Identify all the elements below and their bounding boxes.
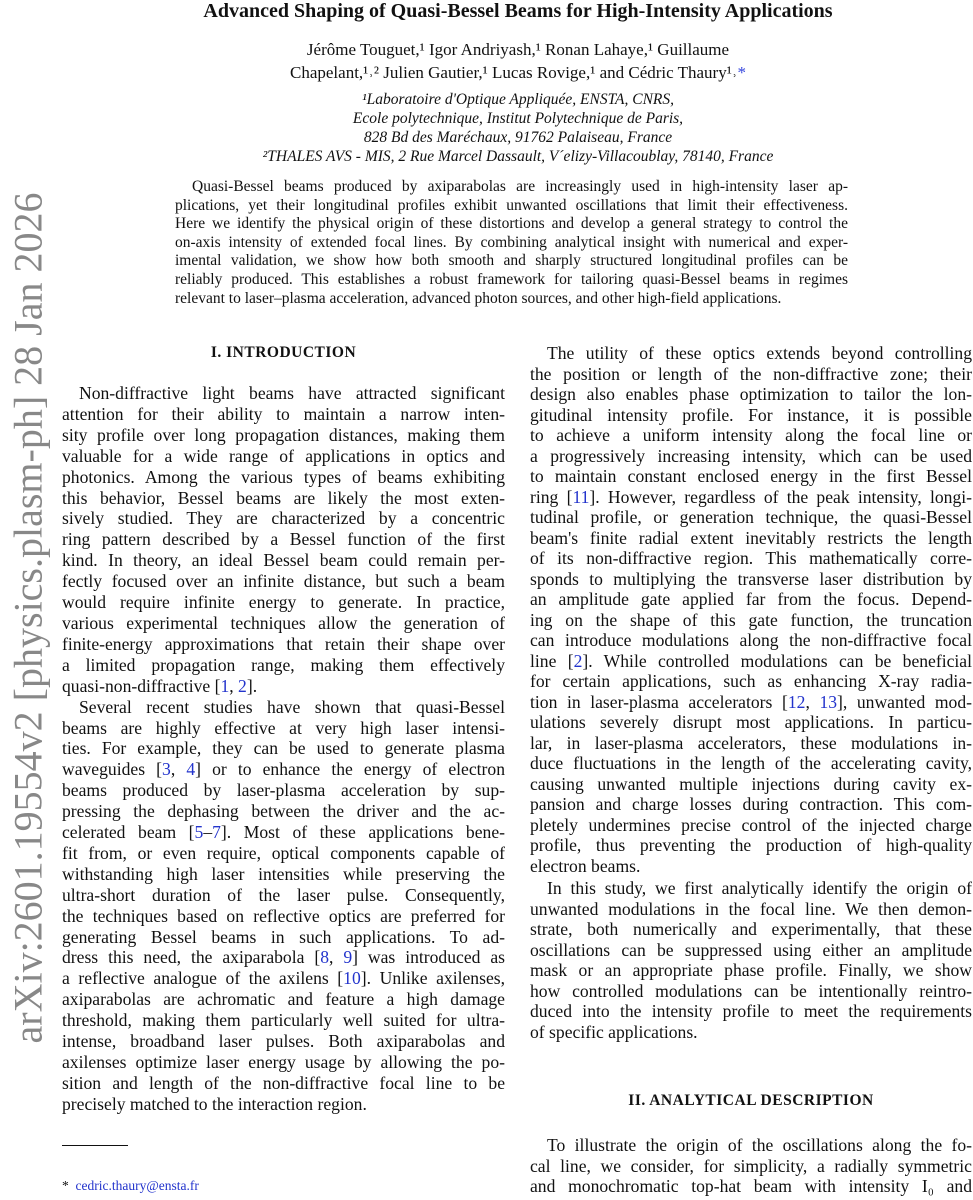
text-line: causing unwanted multiple injections during cavity ex-	[530, 773, 972, 794]
section-heading-introduction: I. INTRODUCTION	[210, 344, 357, 361]
analytical-description-body	[530, 1135, 972, 1197]
text-line: finite-energy approximations that retain their shape over	[62, 633, 505, 654]
text-line: Several recent studies have shown that quasi-Bessel	[79, 696, 505, 717]
text-line: a progressively increasing intensity, which can be used	[530, 445, 972, 466]
text-line: oscillations can be suppressed using either an amplitude	[530, 939, 972, 960]
author-list	[0, 38, 973, 84]
text-line: dress this need, the axiparabola [8, 9] was introduced as	[62, 947, 505, 968]
text-line: axilenses optimize laser energy usage by allowing the po-	[62, 1052, 505, 1072]
text-line: pletely undermines precise control of the injected charge	[530, 814, 972, 835]
paragraph	[62, 697, 505, 1115]
text-line: line [2]. While controlled modulations can be beneficial	[530, 650, 972, 671]
footnote	[62, 1178, 199, 1194]
text-line: a limited propagation range, making them effectively	[62, 654, 505, 675]
text-line: ties. For example, they can be used to generate plasma	[62, 738, 505, 759]
text-line: generating Bessel beams in such applications. To ad-	[62, 926, 505, 947]
text-line: the position or length of the non-diffractive zone; their	[530, 363, 972, 384]
text-line: tion in laser-plasma accelerators [12, 13], unwanted mod-	[530, 691, 972, 712]
author-line-2-text: Chapelant,¹˒² Julien Gautier,¹ Lucas Rovige,¹ and Cédric Thaury¹˒	[290, 63, 738, 82]
text-line: various experimental techniques allow the generation of	[62, 612, 505, 633]
text-line: an amplitude gate applied far from the focus. Depend-	[530, 589, 972, 609]
paragraph	[530, 1135, 972, 1197]
abstract	[175, 178, 848, 308]
text-line: The utility of these optics extends beyond controlling	[547, 343, 972, 363]
paragraph	[175, 178, 848, 308]
citation-link[interactable]: 8	[320, 947, 330, 968]
text-line: valuable for a wide range of applications in optics and	[62, 445, 505, 466]
text-line: duced into the intensity profile to meet the requirements	[530, 1001, 972, 1021]
text-line: attention for their ability to maintain a narrow inten-	[62, 403, 505, 424]
text-line: mask or an appropriate phase profile. Finally, we show	[530, 960, 972, 980]
text-line: Non-diffractive light beams have attracted significant	[79, 383, 505, 403]
arxiv-watermark: arXiv:2601.19554v2 [physics.plasm-ph] 28 Jan 2026	[5, 192, 51, 1044]
citation-link[interactable]: 7	[212, 822, 221, 843]
text-line: beams are highly effective at very high laser intensi-	[62, 717, 505, 738]
text-line: plications, yet their longitudinal profiles exhibit unwanted oscillations that limit their effectiveness.	[175, 196, 848, 214]
email-link[interactable]: cedric.thaury@ensta.fr	[75, 1178, 199, 1193]
text-line: electron beams.	[530, 855, 641, 876]
citation-link[interactable]: 10	[343, 968, 361, 989]
text-line: quasi-non-diffractive [1, 2].	[62, 675, 258, 696]
text-line: sively studied. They are characterized by a concentric	[62, 508, 505, 529]
text-line: withstanding high laser intensities while preserving the	[62, 863, 505, 884]
footnote-rule	[62, 1145, 128, 1146]
text-line: ing on the shape of this gate function, the truncation	[530, 609, 972, 630]
text-line: sition and length of the non-diffractive focal line to be	[62, 1072, 505, 1093]
text-line: sponds to multiplying the transverse laser distribution by	[530, 568, 972, 589]
left-column-body	[62, 383, 505, 1115]
text-line: gitudinal intensity profile. For instance, it is possible	[530, 404, 972, 425]
citation-link[interactable]: 2	[573, 650, 583, 671]
affiliation-line: ¹Laboratoire d'Optique Appliquée, ENSTA, CNRS,	[361, 91, 675, 108]
text-line: this behavior, Bessel beams are likely the most exten-	[62, 487, 505, 508]
text-line: profile, thus preventing the production of high-quality	[530, 835, 972, 855]
affiliation-line: 828 Bd des Maréchaux, 91762 Palaiseau, France	[363, 129, 673, 146]
text-line: ultra-short duration of the laser pulse. Consequently,	[62, 884, 505, 905]
citation-link[interactable]: 5	[194, 822, 204, 843]
text-line: imental validation, we show how both smooth and sharply structured longitudinal profiles can be	[175, 252, 848, 270]
text-line: fit from, or even require, optical components capable of	[62, 842, 505, 863]
text-line: a reflective analogue of the axilens [10]. Unlike axilenses,	[62, 968, 505, 989]
text-line: for certain applications, such as enhancing X-ray radia-	[530, 671, 972, 691]
author-line-1: Jérôme Touguet,¹ Igor Andriyash,¹ Ronan Lahaye,¹ Guillaume	[306, 40, 730, 59]
text-line: celerated beam [5–7]. Most of these applications bene-	[62, 822, 505, 843]
right-column-body	[530, 343, 972, 876]
text-line: to achieve a uniform intensity along the focal line or	[530, 425, 972, 445]
affiliation-line: Ecole polytechnique, Institut Polytechnique de Paris,	[352, 110, 684, 127]
text-line: relevant to laser–plasma acceleration, advanced photon sources, and other high-field applications.	[175, 289, 782, 307]
citation-link[interactable]: 13	[819, 691, 838, 712]
text-line: photonics. Among the various types of beams exhibiting	[62, 466, 505, 487]
text-line: cal line, we consider, for simplicity, a radially symmetric	[530, 1155, 972, 1176]
text-line: ulations severely disrupt most applications. In particu-	[530, 712, 972, 732]
citation-link[interactable]: 12	[787, 691, 806, 712]
paragraph	[530, 343, 972, 876]
text-line: ring [11]. However, regardless of the peak intensity, longi-	[530, 486, 972, 507]
citation-link[interactable]: 3	[162, 759, 171, 780]
text-line: In this study, we first analytically identify the origin of	[547, 878, 972, 898]
text-line: ring pattern described by a Bessel function of the first	[62, 529, 505, 550]
text-line: design also enables phase optimization to tailor the lon-	[530, 384, 972, 404]
text-line: the techniques based on reflective optics are preferred for	[62, 905, 505, 926]
text-line: duce fluctuations in the length of the accelerating cavity,	[530, 753, 972, 773]
citation-link[interactable]: 2	[238, 675, 247, 696]
text-line: precisely matched to the interaction region.	[62, 1093, 367, 1114]
text-line: on-axis intensity of extended focal lines. By combining analytical insight with numerical and exper-	[175, 233, 848, 251]
affiliations	[0, 90, 973, 166]
text-line: beams produced by laser-plasma acceleration by sup-	[62, 780, 505, 801]
text-line: axiparabolas are achromatic and feature a high damage	[62, 989, 505, 1010]
right-column-body-continued	[530, 878, 972, 1042]
text-line: pressing the dephasing between the driver and the ac-	[62, 801, 505, 822]
text-line: how controlled modulations can be intentionally reintro-	[530, 980, 972, 1001]
text-line: intense, broadband laser pulses. Both axiparabolas and	[62, 1031, 505, 1052]
text-line: Quasi-Bessel beams produced by axiparabolas are increasingly used in high-intensity laser ap-	[192, 178, 848, 195]
author-line-2	[0, 61, 973, 84]
text-line: Here we identify the physical origin of these distortions and develop a general strategy to control the	[175, 215, 848, 233]
text-line: reliably produced. This establishes a robust framework for tailoring quasi-Bessel beams in regimes	[175, 270, 848, 288]
affiliation-line: ²THALES AVS - MIS, 2 Rue Marcel Dassault, V´elizy-Villacoublay, 78140, France	[262, 148, 774, 165]
text-line: lar, in laser-plasma accelerators, these modulations in-	[530, 732, 972, 753]
text-line: can introduce modulations along the non-diffractive focal	[530, 630, 972, 650]
text-line: strate, both numerically and experimentally, that these	[530, 919, 972, 939]
citation-link[interactable]: 11	[572, 486, 590, 507]
footnote-mark: *	[62, 1178, 69, 1193]
text-line: pansion and charge losses during contraction. This com-	[530, 794, 972, 814]
text-line: of specific applications.	[530, 1021, 698, 1042]
text-line: tudinal profile, or generation technique, the quasi-Bessel	[530, 507, 972, 527]
text-line: kind. In theory, an ideal Bessel beam could remain per-	[62, 550, 505, 571]
text-line: and monochromatic top-hat beam with intensity I₀ and	[530, 1176, 972, 1196]
text-line: sity profile over long propagation distances, making them	[62, 424, 505, 445]
text-line: waveguides [3, 4] or to enhance the energy of electron	[62, 759, 505, 780]
section-heading-analytical-description: II. ANALYTICAL DESCRIPTION	[628, 1092, 874, 1109]
text-line: would require infinite energy to generate. In practice,	[62, 592, 505, 613]
paragraph	[62, 383, 505, 697]
text-line: beam's finite radial extent inevitably restricts the length	[530, 527, 972, 548]
text-line: to maintain constant enclosed energy in the first Bessel	[530, 466, 972, 486]
text-line: fectly focused over an infinite distance, but such a beam	[62, 571, 505, 592]
citation-link[interactable]: 4	[186, 759, 196, 780]
paragraph	[530, 878, 972, 1042]
corresponding-author-mark[interactable]: *	[737, 63, 746, 82]
paper-title: Advanced Shaping of Quasi-Bessel Beams for High-Intensity Applications	[203, 0, 833, 22]
text-line: To illustrate the origin of the oscillations along the fo-	[547, 1135, 972, 1155]
text-line: threshold, making them particularly well suited for ultra-	[62, 1010, 505, 1031]
text-line: unwanted modulations in the focal line. We then demon-	[530, 898, 972, 919]
citation-link[interactable]: 9	[343, 947, 353, 968]
citation-link[interactable]: 1	[220, 675, 230, 696]
text-line: of its non-diffractive region. This mathematically corre-	[530, 548, 972, 568]
